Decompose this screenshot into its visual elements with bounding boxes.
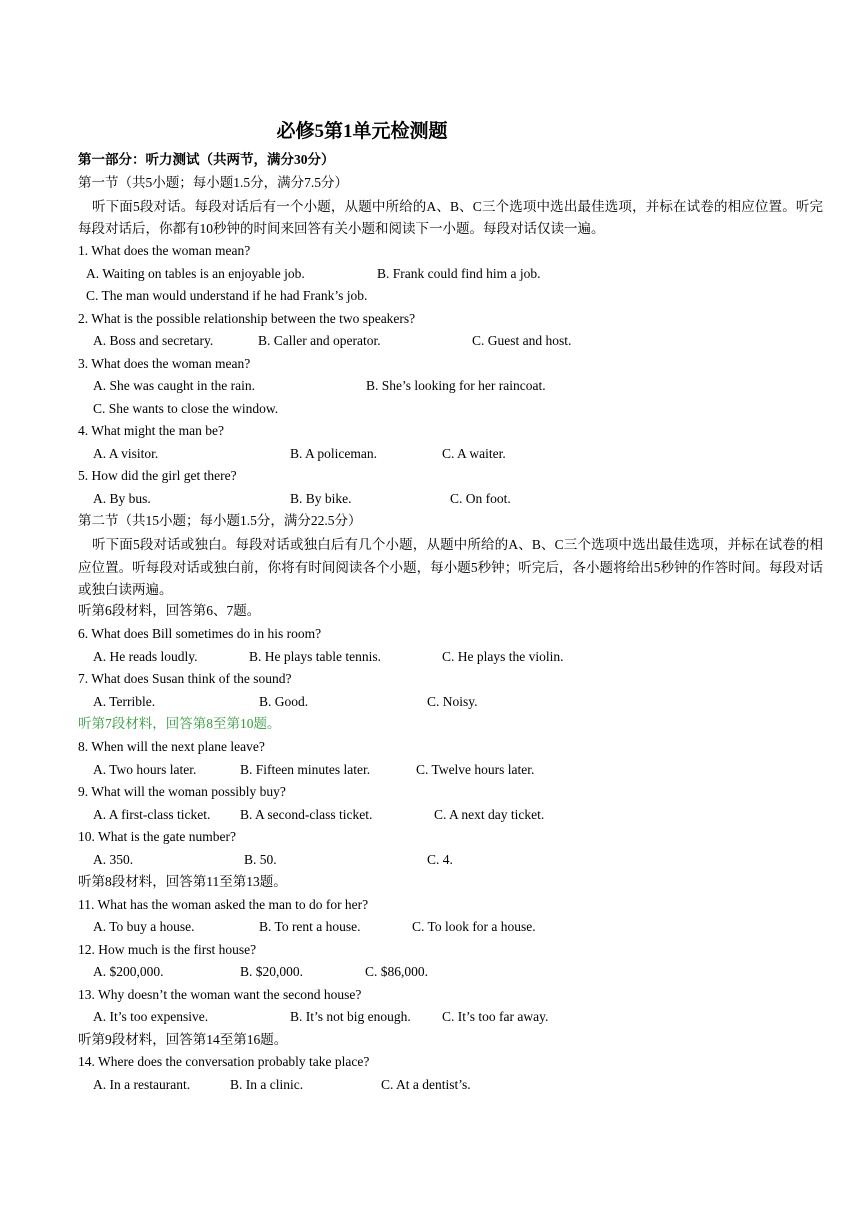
q8-option-c: C. Twelve hours later.: [416, 762, 535, 777]
question-10: 10. What is the gate number?: [78, 829, 236, 844]
material-7-note: 听第7段材料，回答第8至第10题。: [78, 716, 281, 731]
q3-option-c: C. She wants to close the window.: [93, 401, 279, 416]
q9-option-a: A. A first-class ticket.: [93, 807, 211, 822]
q12-option-b: B. $20,000.: [240, 964, 304, 979]
question-9: 9. What will the woman possibly buy?: [78, 784, 286, 799]
section2-heading: 第二节（共15小题；每小题1.5分，满分22.5分）: [78, 513, 362, 528]
section1-instructions: 听下面5段对话。每段对话后有一个小题，从题中所给的A、B、C三个选项中选出最佳选项，并标在试卷的相应位置。听完每段对话后，你都有10秒钟的时间来回答有关小题和阅读下一小题。每段对话仅读一遍。: [78, 199, 823, 236]
q7-option-b: B. Good.: [259, 694, 309, 709]
q7-option-c: C. Noisy.: [427, 694, 478, 709]
q9-option-b: B. A second-class ticket.: [240, 807, 373, 822]
q14-option-b: B. In a clinic.: [230, 1077, 304, 1092]
q2-option-b: B. Caller and operator.: [258, 333, 381, 348]
q3-option-a: A. She was caught in the rain.: [93, 378, 255, 393]
question-12: 12. How much is the first house?: [78, 942, 257, 957]
q6-option-c: C. He plays the violin.: [442, 649, 564, 664]
q8-option-a: A. Two hours later.: [93, 762, 197, 777]
section2-instructions: 听下面5段对话或独白。每段对话或独白后有几个小题，从题中所给的A、B、C三个选项中选出最佳选项，并标在试卷的相应位置。听每段对话或独白前，你将有时间阅读各个小题，每小题5秒钟；听完后，各小题将给出5秒钟的作答时间。每段对话或独白读两遍。: [78, 537, 823, 597]
q10-option-c: C. 4.: [427, 852, 453, 867]
q2-option-a: A. Boss and secretary.: [93, 333, 214, 348]
q10-option-b: B. 50.: [244, 852, 277, 867]
section1-heading: 第一节（共5小题；每小题1.5分，满分7.5分）: [78, 175, 348, 190]
q4-option-a: A. A visitor.: [93, 446, 159, 461]
q14-option-c: C. At a dentist’s.: [381, 1077, 471, 1092]
question-2: 2. What is the possible relationship between the two speakers?: [78, 311, 416, 326]
q13-option-b: B. It’s not big enough.: [290, 1009, 411, 1024]
q1-option-c: C. The man would understand if he had Frank’s job.: [86, 288, 368, 303]
q9-option-c: C. A next day ticket.: [434, 807, 545, 822]
q6-option-a: A. He reads loudly.: [93, 649, 198, 664]
q3-option-b: B. She’s looking for her raincoat.: [366, 378, 546, 393]
question-6: 6. What does Bill sometimes do in his room?: [78, 626, 322, 641]
material-9-note: 听第9段材料，回答第14至第16题。: [78, 1032, 288, 1047]
question-3: 3. What does the woman mean?: [78, 356, 251, 371]
part1-heading: 第一部分：听力测试（共两节，满分30分）: [78, 152, 335, 167]
question-11: 11. What has the woman asked the man to do for her?: [78, 897, 369, 912]
question-5: 5. How did the girl get there?: [78, 468, 237, 483]
material-8-note: 听第8段材料，回答第11至第13题。: [78, 874, 287, 889]
q13-option-c: C. It’s too far away.: [442, 1009, 549, 1024]
material-6-note: 听第6段材料，回答第6、7题。: [78, 603, 261, 618]
question-1: 1. What does the woman mean?: [78, 243, 251, 258]
q14-option-a: A. In a restaurant.: [93, 1077, 191, 1092]
q1-option-a: A. Waiting on tables is an enjoyable job.: [86, 266, 305, 281]
q8-option-b: B. Fifteen minutes later.: [240, 762, 371, 777]
q4-option-c: C. A waiter.: [442, 446, 506, 461]
q2-option-c: C. Guest and host.: [472, 333, 572, 348]
q7-option-a: A. Terrible.: [93, 694, 156, 709]
page-title: 必修5第1单元检测题: [276, 121, 448, 142]
question-4: 4. What might the man be?: [78, 423, 224, 438]
q10-option-a: A. 350.: [93, 852, 134, 867]
q11-option-a: A. To buy a house.: [93, 919, 195, 934]
q4-option-b: B. A policeman.: [290, 446, 377, 461]
q5-option-c: C. On foot.: [450, 491, 511, 506]
q6-option-b: B. He plays table tennis.: [249, 649, 381, 664]
q13-option-a: A. It’s too expensive.: [93, 1009, 209, 1024]
q12-option-c: C. $86,000.: [365, 964, 429, 979]
q11-option-b: B. To rent a house.: [259, 919, 361, 934]
question-14: 14. Where does the conversation probably take place?: [78, 1054, 370, 1069]
question-13: 13. Why doesn’t the woman want the second house?: [78, 987, 362, 1002]
q1-option-b: B. Frank could find him a job.: [377, 266, 541, 281]
question-8: 8. When will the next plane leave?: [78, 739, 265, 754]
q11-option-c: C. To look for a house.: [412, 919, 536, 934]
q5-option-a: A. By bus.: [93, 491, 151, 506]
q12-option-a: A. $200,000.: [93, 964, 164, 979]
question-7: 7. What does Susan think of the sound?: [78, 671, 292, 686]
q5-option-b: B. By bike.: [290, 491, 352, 506]
